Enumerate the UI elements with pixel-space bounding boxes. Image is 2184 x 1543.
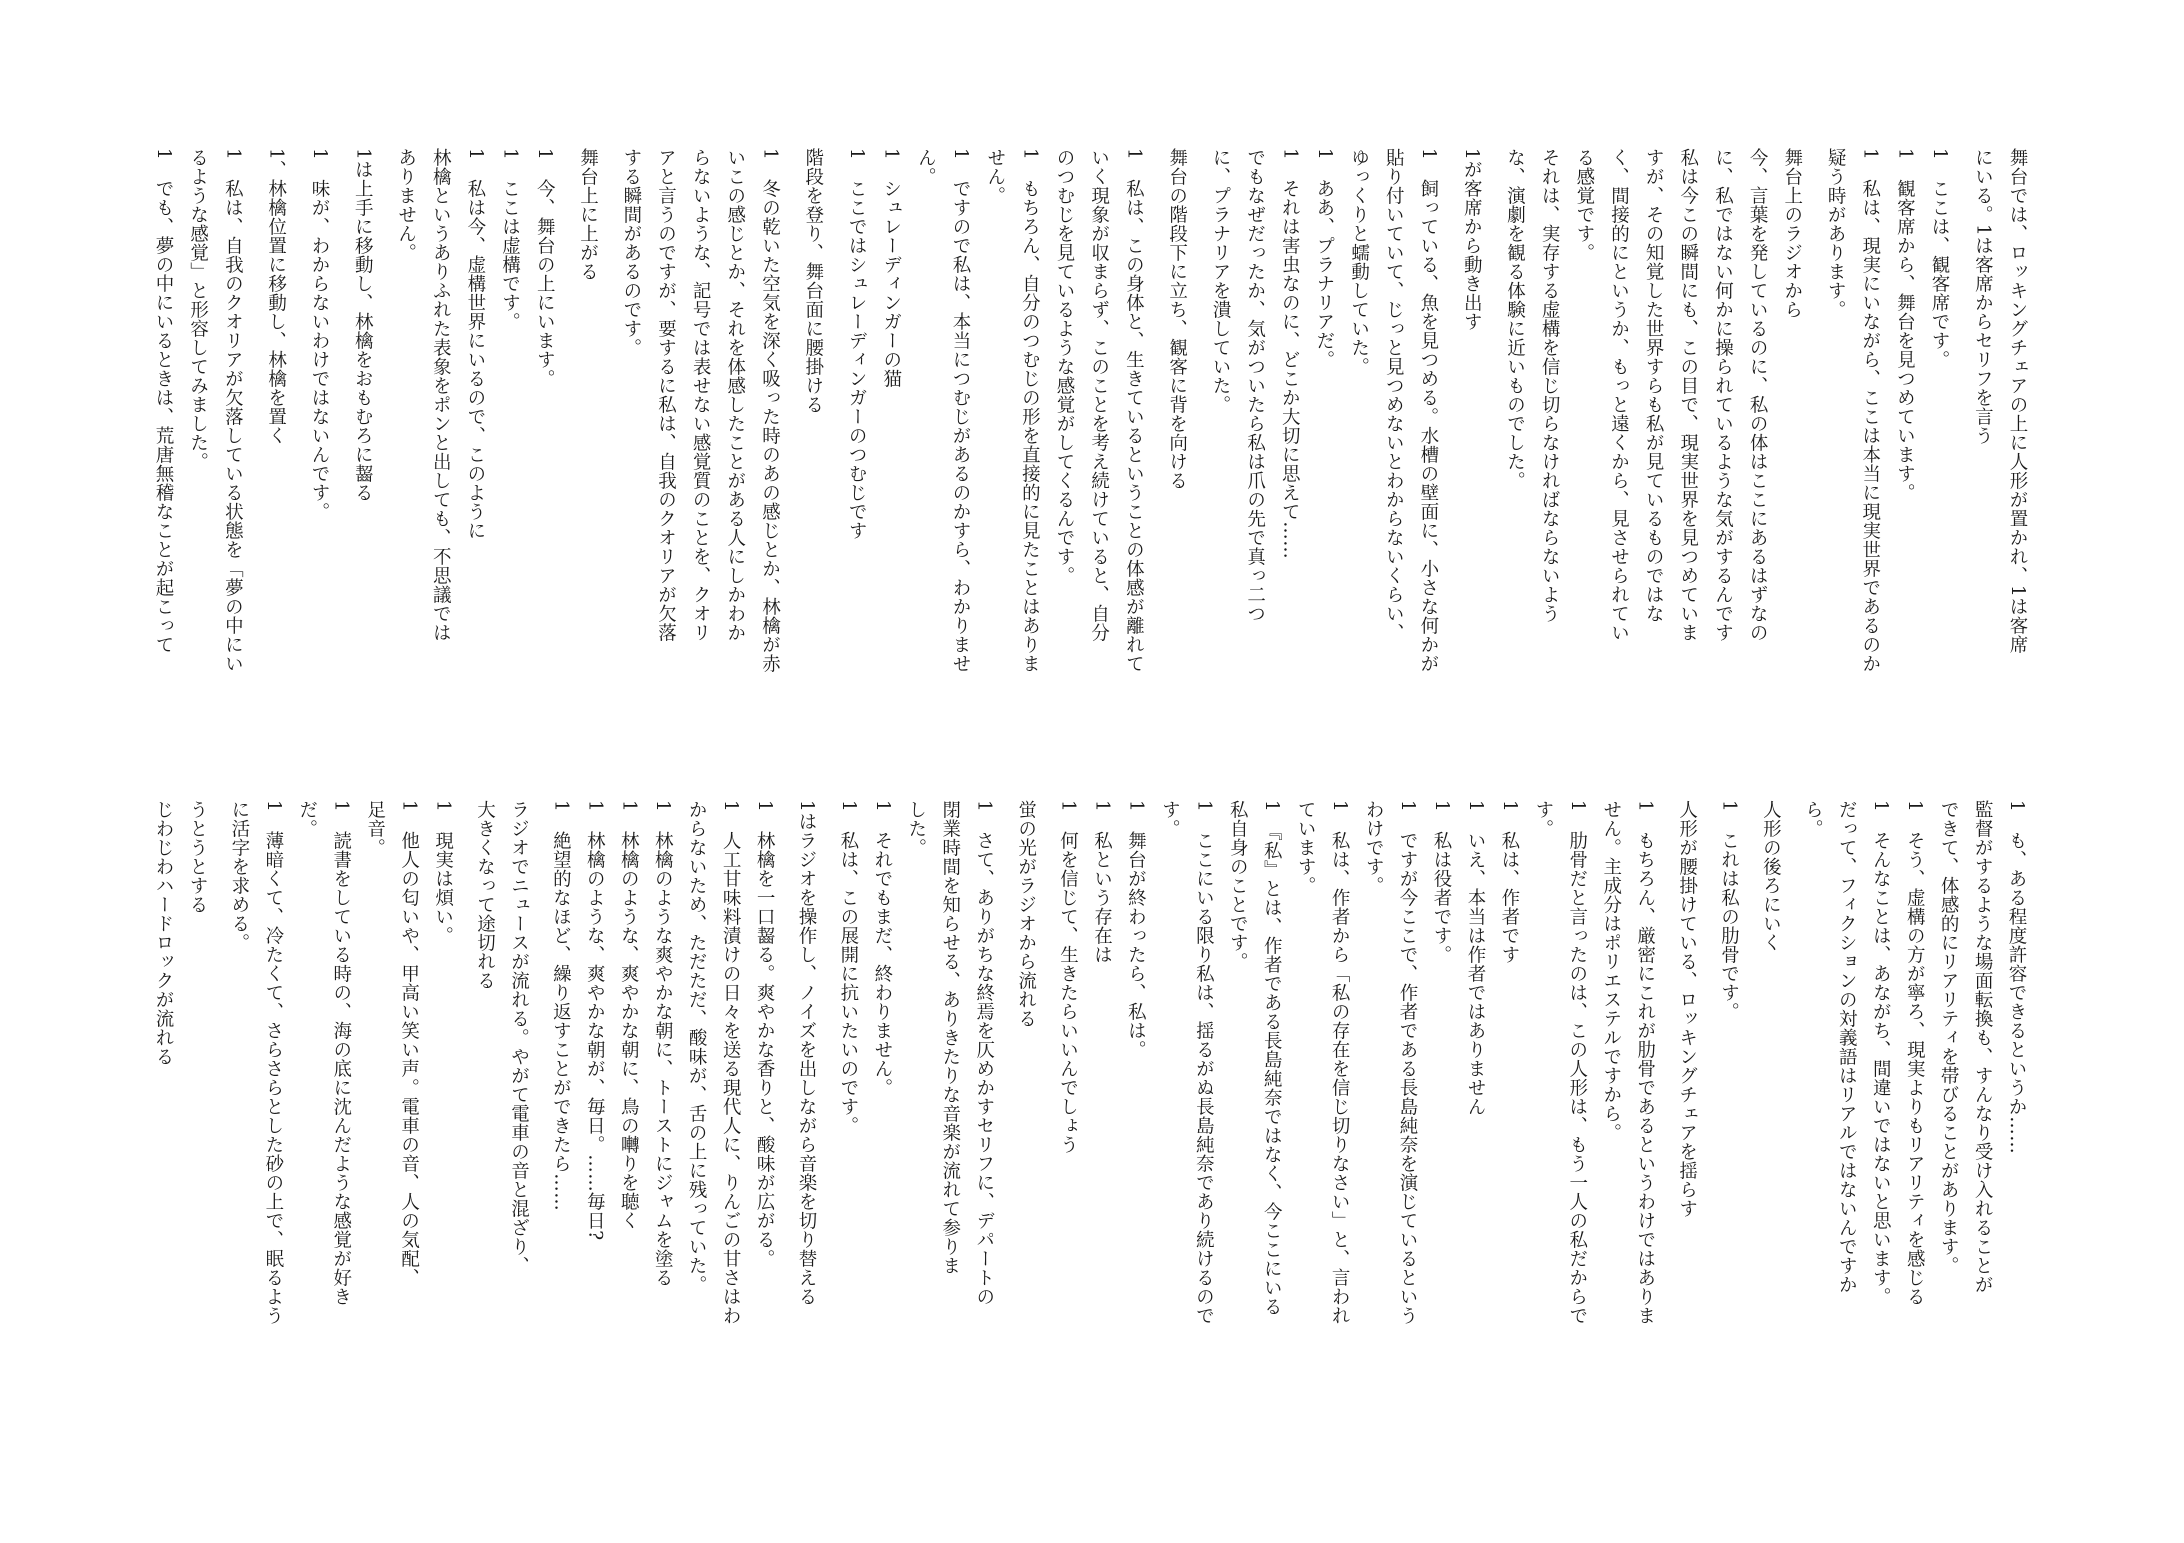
- lower-script-line: 監督がするような場面転換も、すんなり受け入れることが: [1972, 800, 1994, 1294]
- upper-script-line: らないような、記号では表せない感覚質のことを、クオリ: [690, 148, 712, 642]
- lower-script-line: 1 そんなことは、あながち、間違いではないと思います。: [1870, 800, 1892, 1307]
- upper-script-line: る感覚です。: [1573, 148, 1595, 262]
- upper-script-line: ん。: [915, 148, 937, 186]
- upper-script-line: 舞台上に上がる: [577, 148, 599, 281]
- upper-script-line: 1 観客席から、舞台を見つめています。: [1894, 148, 1916, 503]
- lower-script-line: 1 私という存在は: [1091, 800, 1113, 965]
- upper-script-line: く、間接的にというか、もっと遠くから、見させられてい: [1608, 148, 1630, 642]
- lower-script-line: 1 人工甘味料漬けの日々を送る現代人に、りんごの甘さはわ: [720, 800, 742, 1326]
- upper-script-line: せん。: [984, 148, 1006, 205]
- upper-script-line: にいる。1は客席からセリフを言う: [1972, 148, 1994, 446]
- lower-script-line: だって、フィクションの対義語はリアルではないんですか: [1836, 800, 1858, 1294]
- upper-script-line: 1 今、舞台の上にいます。: [534, 148, 556, 389]
- upper-script-line: 舞台では、ロッキングチェアの上に人形が置かれ、1は客席: [2007, 148, 2028, 655]
- upper-script-line: 1 それは害虫なのに、どこか大切に思えて……: [1279, 148, 1301, 560]
- lower-script-line: 1 『私』とは、作者である長島純奈ではなく、今ここにいる: [1261, 800, 1283, 1317]
- upper-script-line: 今、言葉を発しているのに、私の体はここにあるはずなの: [1747, 148, 1769, 642]
- upper-tier: [150, 148, 2030, 748]
- lower-script-line: 1 現実は煩い。: [432, 800, 454, 946]
- upper-script-line: 1 飼っている、魚を見つめる。水槽の壁面に、小さな何かが: [1417, 148, 1439, 674]
- lower-script-line: 1 林檎のような、爽やかな朝が、毎日。……毎日?: [584, 800, 606, 1241]
- upper-script-line: 私は今この瞬間にも、この目で、現実世界を見つめていま: [1677, 148, 1699, 642]
- lower-script-line: せん。主成分はポリエステルですから。: [1600, 800, 1622, 1142]
- lower-script-line: 1 も、ある程度許容できるというか……: [2006, 800, 2028, 1155]
- lower-script-line: 1 私は、この展開に抗いたいのです。: [837, 800, 859, 1136]
- lower-script-line: 足音。: [364, 800, 386, 857]
- lower-script-line: 1 ですが今ここで、作者である長島純奈を演じているという: [1397, 800, 1419, 1326]
- upper-script-line: 舞台の階段下に立ち、観客に背を向ける: [1166, 148, 1188, 490]
- lower-script-line: だ。: [296, 800, 318, 838]
- lower-script-line: 1 林檎を一口齧る。爽やかな香りと、酸味が広がる。: [754, 800, 776, 1269]
- lower-script-line: 1 そう、虚構の方が寧ろ、現実よりもリアリティを感じる: [1904, 800, 1926, 1307]
- lower-script-line: 1 私は、作者から「私の存在を信じ切りなさい」と、言われ: [1329, 800, 1351, 1326]
- lower-script-line: わけです。: [1363, 800, 1385, 895]
- upper-script-line: 1 ここは、観客席です。: [1929, 148, 1951, 370]
- upper-script-line: 階段を登り、舞台面に腰掛ける: [802, 148, 824, 414]
- lower-script-line: 大きくなって途切れる: [474, 800, 496, 990]
- upper-script-line: 1 私は今、虚構世界にいるので、このように: [464, 148, 486, 541]
- upper-script-line: でもなぜだったか、気がついたら私は爪の先で真っ二つ: [1244, 148, 1266, 623]
- upper-script-line: な、演劇を観る体験に近いものでした。: [1504, 148, 1526, 490]
- upper-script-line: 1 ここではシュレーディンガーのつむじです: [846, 148, 868, 541]
- lower-script-line: 1 他人の匂いや、甲高い笑い声。電車の音、人の気配、: [398, 800, 420, 1288]
- lower-script-line: うとうとする: [186, 800, 208, 914]
- lower-script-line: 1はラジオを操作し、ノイズを出しながら音楽を切り替える: [795, 800, 817, 1307]
- upper-script-line: 1 冬の乾いた空気を深く吸った時のあの感じとか、林檎が赤: [759, 148, 781, 674]
- lower-tier: [150, 800, 2030, 1400]
- upper-script-line: 1、林檎位置に移動し、林檎を置く: [265, 148, 287, 446]
- upper-script-line: 1 ああ、プラナリアだ。: [1313, 148, 1335, 370]
- lower-script-line: できて、体感的にリアリティを帯びることがあります。: [1938, 800, 1960, 1275]
- upper-script-line: のつむじを見ているような感覚がしてくるんです。: [1054, 148, 1075, 585]
- lower-script-line: ています。: [1295, 800, 1317, 895]
- upper-script-line: いこの感じとか、それを体感したことがある人にしかわか: [724, 148, 746, 642]
- lower-script-line: 1 これは私の肋骨です。: [1718, 800, 1740, 1022]
- lower-script-line: 1 何を信じて、生きたらいいんでしょう: [1057, 800, 1079, 1155]
- upper-script-line: 舞台上のラジオから: [1781, 148, 1803, 319]
- lower-script-line: 蛍の光がラジオから流れる: [1015, 800, 1037, 1028]
- lower-script-line: 1 いえ、本当は作者ではありません: [1464, 800, 1486, 1117]
- upper-script-line: に、プラナリアを潰していた。: [1209, 148, 1231, 414]
- upper-script-line: 1が客席から動き出す: [1461, 148, 1483, 332]
- lower-script-line: 1 舞台が終わったら、私は。: [1125, 800, 1147, 1060]
- lower-script-line: した。: [905, 800, 927, 857]
- upper-script-line: ありません。: [395, 148, 417, 262]
- upper-script-line: 1は上手に移動し、林檎をおもむろに齧る: [352, 148, 374, 503]
- upper-script-line: 1 私は、自我のクオリアが欠落している状態を「夢の中にい: [222, 148, 244, 674]
- lower-script-line: 人形の後ろにいく: [1760, 800, 1782, 952]
- lower-script-line: 1 さて、ありがちな終焉を仄めかすセリフに、デパートの: [973, 800, 995, 1307]
- upper-script-line: いく現象が収まらず、このことを考え続けていると、自分: [1088, 148, 1110, 642]
- lower-script-line: 1 それでもまだ、終わりません。: [871, 800, 893, 1098]
- lower-script-line: ら。: [1802, 800, 1824, 838]
- lower-script-line: からないため、ただただ、酸味が、舌の上に残っていた。: [686, 800, 708, 1294]
- upper-script-line: ゆっくりと蠕動していた。: [1348, 148, 1370, 376]
- lower-script-line: す。: [1159, 800, 1181, 838]
- upper-script-line: に、私ではない何かに操られているような気がするんです: [1712, 148, 1734, 642]
- upper-script-line: 1 もちろん、自分のつむじの形を直接的に見たことはありま: [1019, 148, 1041, 674]
- lower-script-line: 1 ここにいる限り私は、揺るがぬ長島純奈であり続けるので: [1193, 800, 1215, 1326]
- upper-script-line: 林檎というありふれた表象をポンと出しても、不思議では: [430, 148, 452, 642]
- lower-script-line: 1 私は役者です。: [1430, 800, 1452, 965]
- upper-script-line: すが、その知覚した世界すらも私が見ているものではな: [1643, 148, 1665, 623]
- upper-script-line: アと言うのですが、要するに私は、自我のクオリアが欠落: [655, 148, 677, 642]
- upper-script-line: 1 ここは虚構です。: [499, 148, 521, 332]
- upper-script-line: 1 ですので私は、本当につむじがあるのかすら、わかりませ: [950, 148, 972, 674]
- upper-script-line: 1 でも、夢の中にいるときは、荒唐無稽なことが起こって: [153, 148, 174, 655]
- lower-script-line: ラジオでニュースが流れる。やがて電車の音と混ざり、: [508, 800, 530, 1275]
- upper-script-line: する瞬間があるのです。: [620, 148, 642, 357]
- lower-script-line: 閉業時間を知らせる、ありきたりな音楽が流れて参りま: [939, 800, 961, 1275]
- lower-script-line: 私自身のことです。: [1227, 800, 1249, 971]
- lower-script-line: 1 絶望的なほど、繰り返すことができたら……: [550, 800, 572, 1212]
- upper-script-line: 1 シュレーディンガーの猫: [880, 148, 902, 389]
- lower-script-line: 1 薄暗くて、冷たくて、さらさらとした砂の上で、眠るよう: [262, 800, 284, 1326]
- upper-script-line: るような感覚」と形容してみました。: [187, 148, 209, 471]
- lower-script-line: 人形が腰掛けている、ロッキングチェアを揺らす: [1676, 800, 1698, 1218]
- upper-script-line: それは、実存する虚構を信じ切らなければならないよう: [1539, 148, 1561, 623]
- upper-script-line: 疑う時があります。: [1825, 148, 1847, 319]
- upper-script-line: 貼り付いていて、じっと見つめないとわからないくらい、: [1383, 148, 1405, 642]
- lower-script-line: 1 林檎のような、爽やかな朝に、鳥の囀りを聴く: [618, 800, 640, 1231]
- lower-script-line: 1 林檎のような爽やかな朝に、トーストにジャムを塗る: [652, 800, 674, 1288]
- lower-script-line: 1 読書をしている時の、海の底に沈んだような感覚が好き: [330, 800, 352, 1307]
- lower-script-line: に活字を求める。: [228, 800, 250, 952]
- lower-script-line: 1 肋骨だと言ったのは、この人形は、もう一人の私だからで: [1566, 800, 1588, 1326]
- lower-script-line: す。: [1532, 800, 1554, 838]
- lower-script-line: 1 もちろん、厳密にこれが肋骨であるというわけではありま: [1634, 800, 1656, 1326]
- upper-script-line: 1 私は、この身体と、生きているということの体感が離れて: [1123, 148, 1145, 674]
- lower-script-line: 1 私は、作者です: [1498, 800, 1520, 965]
- upper-script-line: 1 味が、わからないわけではないんです。: [308, 148, 330, 522]
- lower-script-line: じわじわハードロックが流れる: [153, 800, 174, 1066]
- upper-script-line: 1 私は、現実にいながら、ここは本当に現実世界であるのか: [1859, 148, 1881, 674]
